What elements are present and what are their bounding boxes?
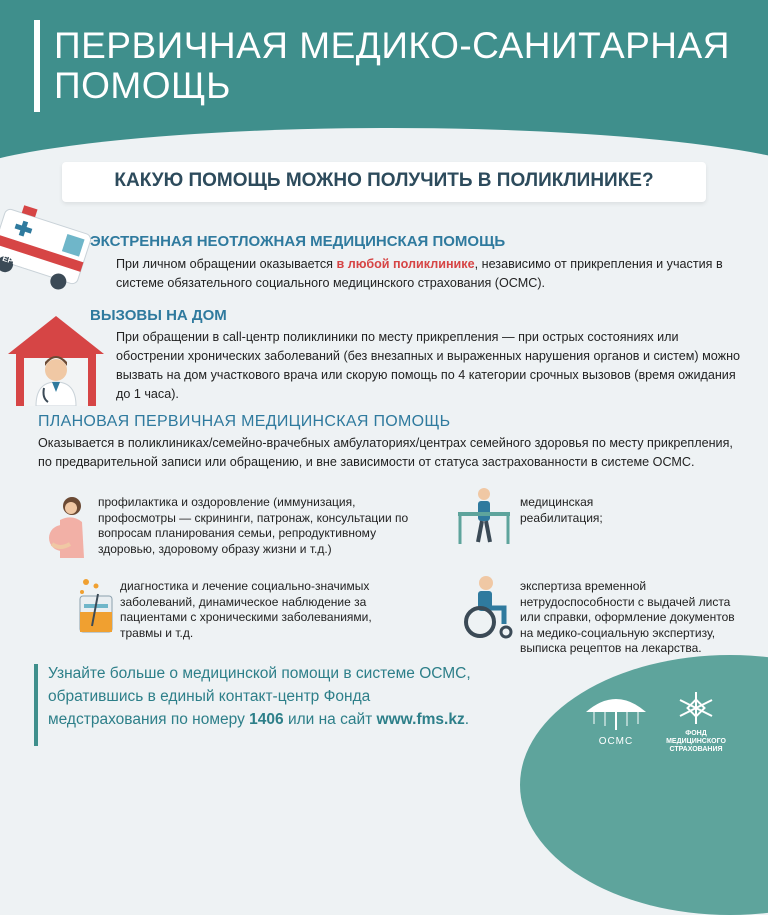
footer-accent-bar (34, 664, 38, 746)
footer-text-before: Узнайте больше о медицинской помощи в системе ОСМС, обратившись в единый контакт-центр Фонда медстрахования по номеру (48, 665, 471, 728)
fund-logo-line-3: СТРАХОВАНИЯ (669, 746, 723, 753)
footer-phone: 1406 (249, 711, 284, 728)
fund-logo-line-2: МЕДИЦИНСКОГО (666, 738, 726, 745)
fund-logo-text (656, 730, 736, 754)
item-expertise-text: экспертиза временной нетрудоспособности с выдачей листа или справки, оформление документов на медико-социальную экспертизу, выписка рецептов на лекарства. (520, 579, 735, 655)
ambulance-icon (0, 205, 96, 305)
emergency-text-before: При личном обращении оказывается (116, 257, 337, 271)
item-prevention-text: профилактика и оздоровление (иммунизация, профосмотры — скрининги, патронаж, консультации по вопросам планирования семьи, репродуктивному здоровью, здоровому образу жизни и т.д.) (98, 495, 409, 556)
footer-site-link[interactable]: www.fms.kz (376, 711, 465, 728)
osms-umbrella-logo-icon (584, 690, 648, 732)
pregnant-woman-icon (42, 494, 92, 562)
planned-text: Оказывается в поликлиниках/семейно-врачебных амбулаториях/центрах семейного здоровья по месту прикрепления, по предварительной записи или обращению, и вне зависимости от статуса застрахованности в системе ОСМС. (38, 436, 733, 469)
home-calls-text: При обращении в call-центр поликлиники по месту прикрепления — при острых состояниях или обострении хронических заболеваний (без внезапных и выраженных нарушения органов и систем) можно вызвать на дом участкового врача или скорую помощь по 4 категории срочных вызовов (время ожидания до 1 часа). (116, 330, 741, 401)
rehab-walker-icon (452, 486, 516, 546)
lab-beaker-icon (74, 576, 118, 634)
question-banner-text: КАКУЮ ПОМОЩЬ МОЖНО ПОЛУЧИТЬ В ПОЛИКЛИНИКЕ? (114, 170, 654, 191)
title-line-1: ПЕРВИЧНАЯ МЕДИКО-САНИТАРНАЯ (54, 25, 730, 66)
fund-logo-line-1: ФОНД (685, 730, 707, 737)
footer-text-middle: или на сайт (283, 711, 377, 728)
footer-text (48, 662, 488, 731)
title-line-2: ПОМОЩЬ (54, 65, 231, 106)
wheelchair-icon (460, 574, 516, 640)
emergency-text (116, 255, 746, 293)
footer-text-end: . (464, 711, 470, 728)
emergency-heading: ЭКСТРЕННАЯ НЕОТЛОЖНАЯ МЕДИЦИНСКАЯ ПОМОЩЬ (90, 233, 506, 250)
item-rehab-text: медицинская реабилитация; (520, 495, 603, 525)
page-title (54, 26, 744, 106)
home-calls-heading: ВЫЗОВЫ НА ДОМ (90, 307, 227, 324)
house-doctor-icon (4, 314, 108, 406)
osms-logo-text: ОСМС (598, 736, 634, 747)
ambulance-label: ЕРЕМА (1, 253, 32, 272)
planned-heading: ПЛАНОВАЯ ПЕРВИЧНАЯ МЕДИЦИНСКАЯ ПОМОЩЬ (38, 413, 451, 430)
title-accent-bar (34, 20, 40, 112)
emergency-highlight: в любой поликлинике (336, 257, 475, 271)
fund-snowflake-logo-icon (676, 690, 716, 726)
emergency-text-after: , независимо от прикрепления и участия в системе обязательного социального медицинского страхования (ОСМС). (116, 257, 723, 290)
item-diagnostics-text: диагностика и лечение социально-значимых заболеваний, динамическое наблюдение за пациентами с хроническими заболеваниями, травмы и т.д. (120, 579, 372, 640)
